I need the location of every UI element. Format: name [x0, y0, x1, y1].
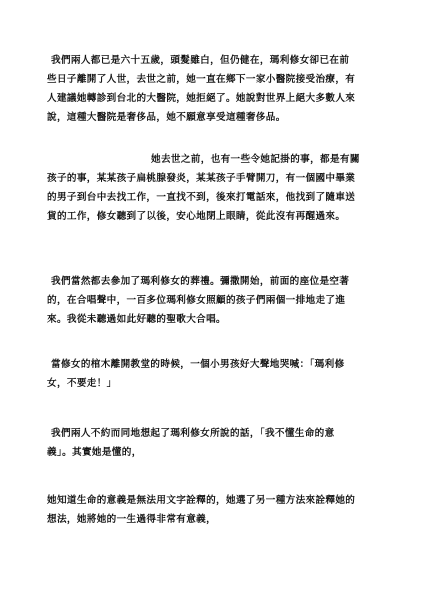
paragraph-line: 些日子離開了人世，去世之前，她一直在鄉下一家小醫院接受治療，有 — [47, 74, 356, 85]
paragraph-line: 她知道生命的意義是無法用文字詮釋的，她選了另一種方法來詮釋她的 — [47, 495, 356, 506]
paragraph-line: 來。我從未聽過如此好聽的聖歌大合唱。 — [47, 314, 226, 325]
paragraph-2 — [47, 150, 360, 226]
paragraph-line: 我們兩人都已是六十五歲，頭髮雖白，但仍健在，瑪利修女卻已在前 — [51, 55, 350, 66]
paragraph-line: 孩子的事，某某孩子扁桃腺發炎，某某孩子手臂開刀，有一個國中畢業 — [47, 173, 356, 184]
paragraph-line: 她去世之前，也有一些令她記掛的事，都是有關 — [151, 154, 360, 165]
paragraph-line: 的男子到台中去找工作，一直找不到，後來打電話來，他找到了隨車送 — [47, 192, 356, 203]
paragraph-line: 義」。其實她是懂的， — [47, 447, 142, 458]
paragraph-line: 我們當然都去參加了瑪利修女的葬禮。彌撒開始，前面的座位是空著 — [51, 276, 350, 287]
paragraph-line: 的，在合唱聲中，一百多位瑪利修女照顧的孩子們兩個一排地走了進 — [47, 295, 346, 306]
paragraph-6 — [47, 491, 355, 529]
paragraph-1 — [47, 51, 355, 127]
paragraph-line: 當修女的棺木離開教堂的時候，一個小男孩好大聲地哭喊：「瑪利修 — [51, 359, 345, 370]
paragraph-3 — [47, 272, 349, 329]
paragraph-5 — [47, 424, 335, 462]
paragraph-line: 我們兩人不約而同地想起了瑪利修女所說的話，「我不懂生命的意 — [51, 428, 335, 439]
paragraph-line: 想法，她將她的一生過得非常有意義， — [47, 514, 217, 525]
paragraph-line: 貨的工作，修女聽到了以後，安心地閉上眼睛，從此沒有再醒過來。 — [47, 211, 346, 222]
paragraph-line: 說，這種大醫院是奢侈品，她不願意享受這種奢侈品。 — [47, 112, 286, 123]
paragraph-line: 人建議她轉診到台北的大醫院，她拒絕了。她說對世界上絕大多數人來 — [47, 93, 356, 104]
paragraph-4 — [47, 355, 345, 393]
paragraph-line: 女，不要走！」 — [47, 378, 117, 389]
